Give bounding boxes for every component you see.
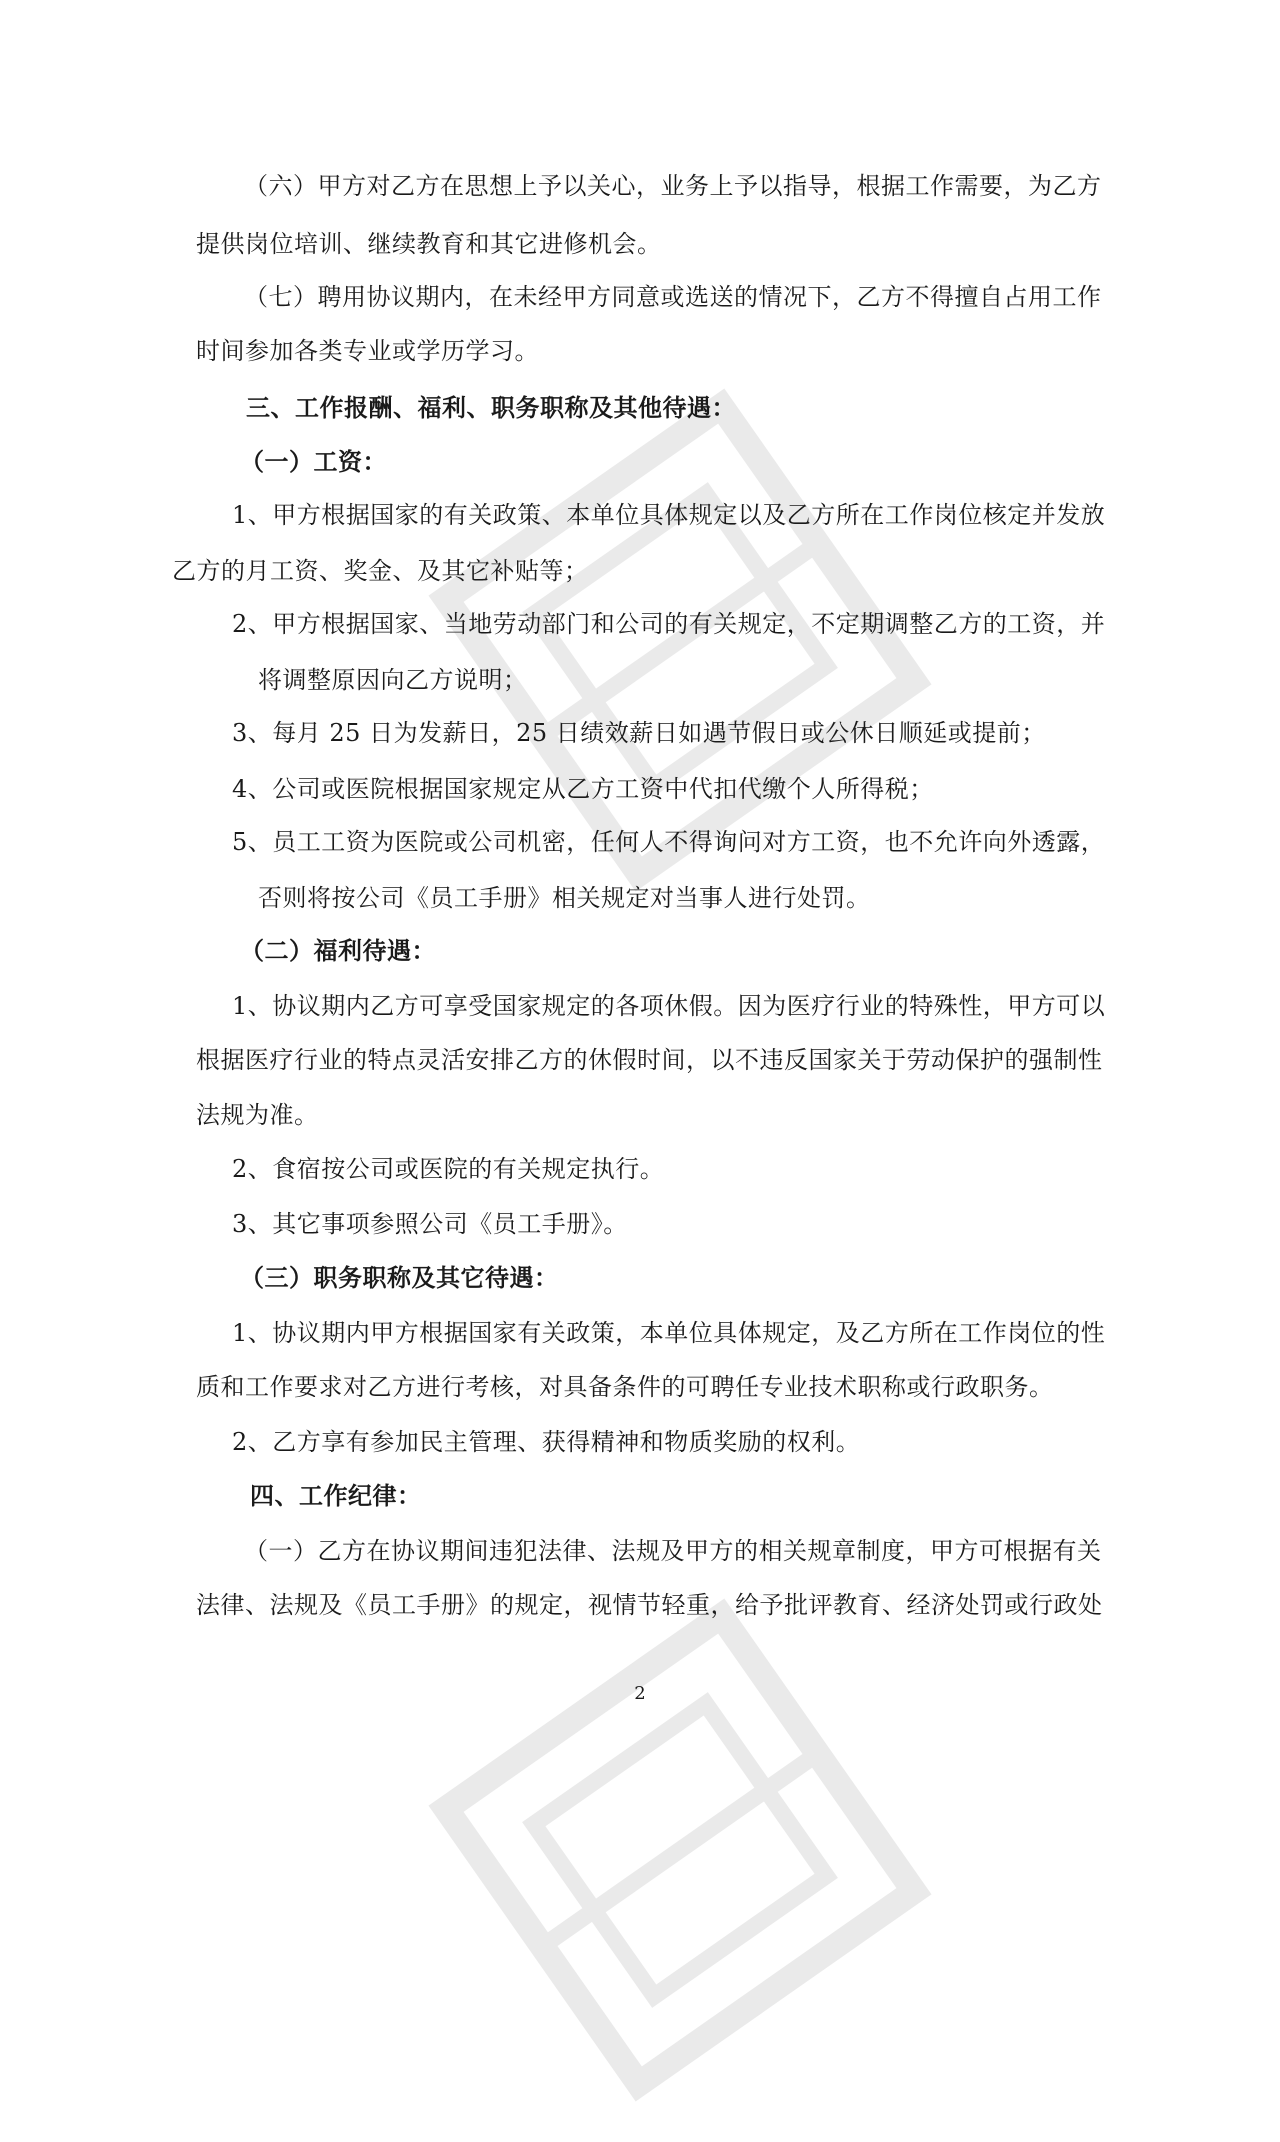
list-item-line: 1、协议期内甲方根据国家有关政策，本单位具体规定，及乙方所在工作岗位的性 xyxy=(232,1319,1106,1347)
list-item-line: 2、食宿按公司或医院的有关规定执行。 xyxy=(232,1155,665,1183)
list-item-line: 2、乙方享有参加民主管理、获得精神和物质奖励的权利。 xyxy=(232,1428,861,1456)
list-item-line: 质和工作要求对乙方进行考核，对具备条件的可聘任专业技术职称或行政职务。 xyxy=(196,1373,1054,1401)
section-heading: 四、工作纪律： xyxy=(250,1481,422,1510)
paragraph-line: 时间参加各类专业或学历学习。 xyxy=(196,337,539,365)
list-item-line: 1、甲方根据国家的有关政策、本单位具体规定以及乙方所在工作岗位核定并发放 xyxy=(232,501,1106,529)
subsection-heading: （二）福利待遇： xyxy=(240,936,436,965)
list-item-line: 乙方的月工资、奖金、及其它补贴等； xyxy=(172,557,589,585)
list-item-line: 法规为准。 xyxy=(196,1101,319,1129)
watermark-logo-icon xyxy=(388,1558,973,2142)
list-item-line: 1、协议期内乙方可享受国家规定的各项休假。因为医疗行业的特殊性，甲方可以 xyxy=(232,992,1106,1020)
section-heading: 三、工作报酬、福利、职务职称及其他待遇： xyxy=(246,393,736,422)
list-item-line: 2、甲方根据国家、当地劳动部门和公司的有关规定，不定期调整乙方的工资，并 xyxy=(232,610,1106,638)
list-item-line: 4、公司或医院根据国家规定从乙方工资中代扣代缴个人所得税； xyxy=(232,775,934,803)
list-item-line: 将调整原因向乙方说明； xyxy=(258,666,528,694)
paragraph-line: （一）乙方在协议期间违犯法律、法规及甲方的相关规章制度，甲方可根据有关 xyxy=(244,1537,1102,1565)
subsection-heading: （三）职务职称及其它待遇： xyxy=(240,1263,559,1292)
paragraph-line: （七）聘用协议期内，在未经甲方同意或选送的情况下，乙方不得擅自占用工作 xyxy=(244,283,1102,311)
subsection-heading: （一）工资： xyxy=(240,447,387,476)
paragraph-line: 法律、法规及《员工手册》的规定，视情节轻重，给予批评教育、经济处罚或行政处 xyxy=(196,1591,1103,1619)
list-item-line: 根据医疗行业的特点灵活安排乙方的休假时间，以不违反国家关于劳动保护的强制性 xyxy=(196,1046,1103,1074)
list-item-line: 3、其它事项参照公司《员工手册》。 xyxy=(232,1210,628,1238)
paragraph-line: （六）甲方对乙方在思想上予以关心，业务上予以指导，根据工作需要，为乙方 xyxy=(244,172,1102,200)
paragraph-line: 提供岗位培训、继续教育和其它进修机会。 xyxy=(196,230,662,258)
list-item-line: 否则将按公司《员工手册》相关规定对当事人进行处罚。 xyxy=(258,884,871,912)
list-item-line: 3、每月 25 日为发薪日，25 日绩效薪日如遇节假日或公休日顺延或提前； xyxy=(232,719,1046,747)
page-number: 2 xyxy=(634,1683,646,1704)
list-item-line: 5、员工工资为医院或公司机密，任何人不得询问对方工资，也不允许向外透露， xyxy=(232,828,1106,856)
